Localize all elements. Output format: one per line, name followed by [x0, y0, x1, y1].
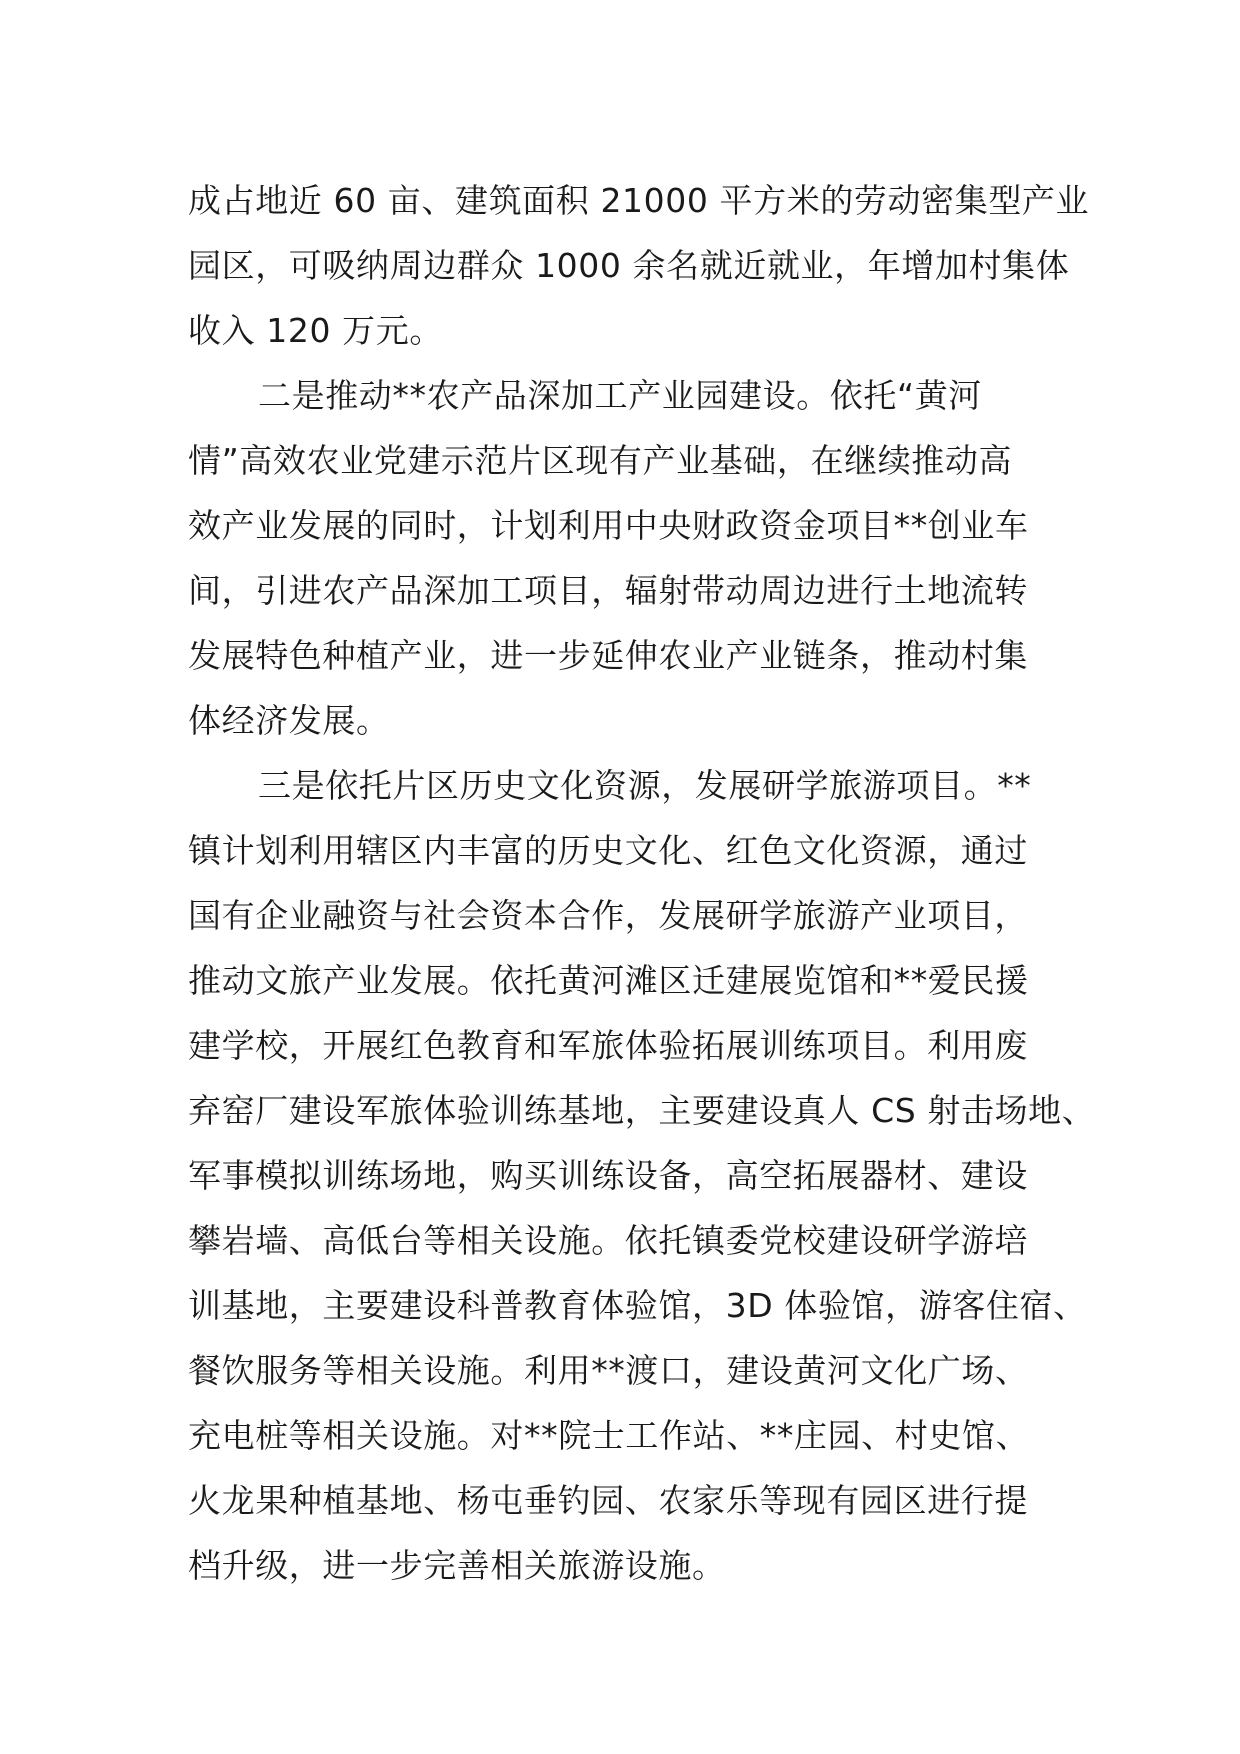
paragraph-3-line-9: 训基地，主要建设科普教育体验馆，3D 体验馆，游客住宿、	[188, 1286, 1087, 1325]
paragraph-3-line-3: 国有企业融资与社会资本合作，发展研学旅游产业项目，	[188, 896, 1028, 935]
paragraph-2-line-3: 效产业发展的同时，计划利用中央财政资金项目**创业车	[188, 506, 1029, 545]
paragraph-3-line-12: 火龙果种植基地、杨屯垂钓园、农家乐等现有园区进行提	[188, 1481, 1028, 1520]
paragraph-1-line-1: 成占地近 60 亩、建筑面积 21000 平方米的劳动密集型产业	[188, 181, 1090, 220]
paragraph-3-line-13: 档升级，进一步完善相关旅游设施。	[188, 1546, 726, 1585]
paragraph-3-line-11: 充电桩等相关设施。对**院士工作站、**庄园、村史馆、	[188, 1416, 1030, 1455]
paragraph-2-line-4: 间，引进农产品深加工项目，辐射带动周边进行土地流转	[188, 571, 1028, 610]
paragraph-3-line-1: 三是依托片区历史文化资源，发展研学旅游项目。**	[258, 766, 1032, 805]
paragraph-2-line-2: 情”高效农业党建示范片区现有产业基础，在继续推动高	[188, 441, 1013, 480]
paragraph-3-line-7: 军事模拟训练场地，购买训练设备，高空拓展器材、建设	[188, 1156, 1028, 1195]
paragraph-1-line-2: 园区，可吸纳周边群众 1000 余名就近就业，年增加村集体	[188, 246, 1070, 285]
paragraph-2-line-1: 二是推动**农产品深加工产业园建设。依托“黄河	[258, 376, 982, 415]
paragraph-3-line-5: 建学校，开展红色教育和军旅体验拓展训练项目。利用废	[188, 1026, 1028, 1065]
paragraph-2-line-6: 体经济发展。	[188, 701, 390, 740]
paragraph-3-line-8: 攀岩墙、高低台等相关设施。依托镇委党校建设研学游培	[188, 1221, 1028, 1260]
paragraph-3-line-4: 推动文旅产业发展。依托黄河滩区迁建展览馆和**爱民援	[188, 961, 1029, 1000]
paragraph-2-line-5: 发展特色种植产业，进一步延伸农业产业链条，推动村集	[188, 636, 1028, 675]
document-body	[188, 168, 1096, 1598]
paragraph-3-line-6: 弃窑厂建设军旅体验训练基地，主要建设真人 CS 射击场地、	[188, 1091, 1096, 1130]
paragraph-3-line-10: 餐饮服务等相关设施。利用**渡口，建设黄河文化广场、	[188, 1351, 1029, 1390]
paragraph-3-line-2: 镇计划利用辖区内丰富的历史文化、红色文化资源，通过	[188, 831, 1028, 870]
paragraph-1-line-3: 收入 120 万元。	[188, 311, 443, 350]
